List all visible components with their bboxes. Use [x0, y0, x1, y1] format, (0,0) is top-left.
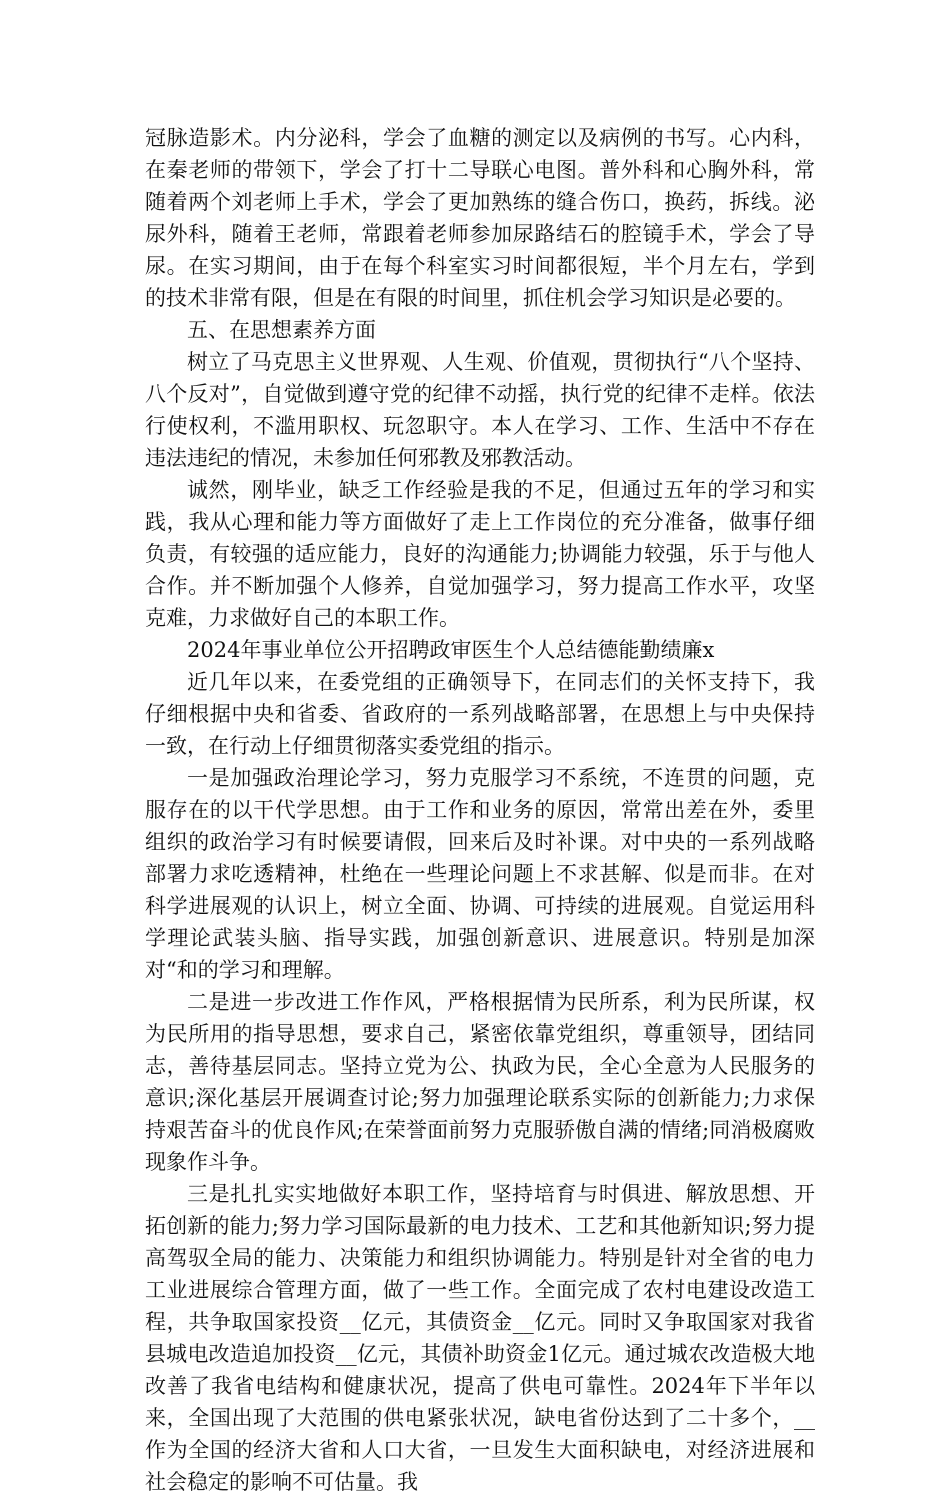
paragraph: 三是扎扎实实地做好本职工作，坚持培育与时俱进、解放思想、开拓创新的能力;努力学习国际最新的电力技术、工艺和其他新知识;努力提高驾驭全局的能力、决策能力和组织协调能力。特别是针对全省的电力工业进展综合管理方面，做了一些工作。全面完成了农村电建设改造工程，共争取国家投资__亿元，其债资金__亿元。同时又争取国家对我省县城电改造追加投资__亿元，其债补助资金1亿元。通过城农改造极大地改善了我省电结构和健康状况，提高了供电可靠性。2024年下半年以来，全国出现了大范围的供电紧张状况，缺电省份达到了二十多个，__作为全国的经济大省和人口大省，一旦发生大面积缺电，对经济进展和社会稳定的影响不可估量。我: [145, 1182, 815, 1494]
paragraph: 近几年以来，在委党组的正确领导下，在同志们的关怀支持下，我仔细根据中央和省委、省政府的一系列战略部署，在思想上与中央保持一致，在行动上仔细贯彻落实委党组的指示。: [145, 670, 815, 758]
document-title: 2024年事业单位公开招聘政审医生个人总结德能勤绩廉x: [187, 638, 715, 662]
paragraph-continued: 冠脉造影术。内分泌科，学会了血糖的测定以及病例的书写。心内科，在秦老师的带领下，学会了打十二导联心电图。普外科和心胸外科，常随着两个刘老师上手术，学会了更加熟练的缝合伤口，换药，拆线。泌尿外科，随着王老师，常跟着老师参加尿路结石的腔镜手术，学会了导尿。在实习期间，由于在每个科室实习时间都很短，半个月左右，学到的技术非常有限，但是在有限的时间里，抓住机会学习知识是必要的。: [145, 126, 815, 310]
paragraph: 诚然，刚毕业，缺乏工作经验是我的不足，但通过五年的学习和实践，我从心理和能力等方面做好了走上工作岗位的充分准备，做事仔细负责，有较强的适应能力，良好的沟通能力;协调能力较强，乐于与他人合作。并不断加强个人修养，自觉加强学习，努力提高工作水平，攻坚克难，力求做好自己的本职工作。: [145, 478, 815, 630]
section-heading: 五、在思想素养方面: [187, 318, 376, 342]
paragraph: 二是进一步改进工作作风，严格根据情为民所系，利为民所谋，权为民所用的指导思想，要求自己，紧密依靠党组织，尊重领导，团结同志，善待基层同志。坚持立党为公、执政为民，全心全意为人民服务的意识;深化基层开展调查讨论;努力加强理论联系实际的创新能力;力求保持艰苦奋斗的优良作风;在荣誉面前努力克服骄傲自满的情绪;同消极腐败现象作斗争。: [145, 990, 815, 1174]
paragraph: 一是加强政治理论学习，努力克服学习不系统，不连贯的问题，克服存在的以干代学思想。由于工作和业务的原因，常常出差在外，委里组织的政治学习有时候要请假，回来后及时补课。对中央的一系列战略部署力求吃透精神，杜绝在一些理论问题上不求甚解、似是而非。在对科学进展观的认识上，树立全面、协调、可持续的进展观。自觉运用科学理论武装头脑、指导实践，加强创新意识、进展意识。特别是加深对“和的学习和理解。: [145, 766, 815, 982]
document-page: [145, 122, 815, 1498]
paragraph: 树立了马克思主义世界观、人生观、价值观，贯彻执行“八个坚持、八个反对”，自觉做到遵守党的纪律不动摇，执行党的纪律不走样。依法行使权利，不滥用职权、玩忽职守。本人在学习、工作、生活中不存在违法违纪的情况，未参加任何邪教及邪教活动。: [145, 350, 815, 470]
